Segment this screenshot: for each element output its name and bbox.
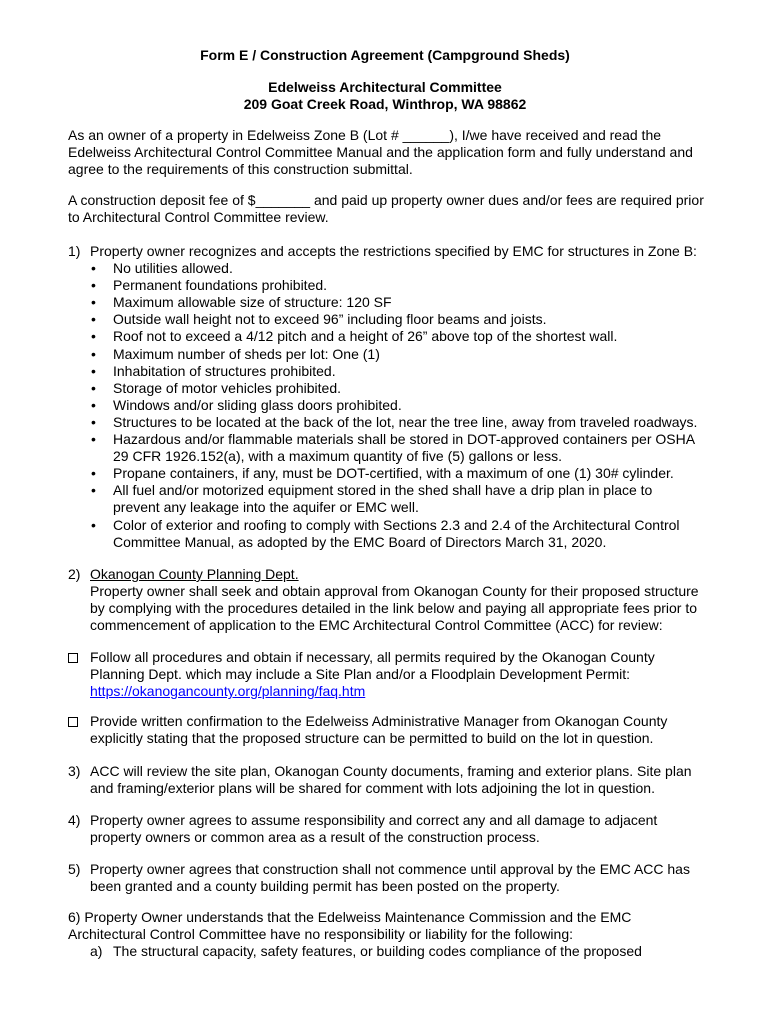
bullet-icon <box>91 397 96 414</box>
link-line <box>90 683 748 700</box>
item-number: 3) <box>68 763 81 779</box>
item-text: Property owner agrees that construction shall not commence until approval by the EMC ACC has <box>90 861 690 877</box>
deposit-paragraph <box>68 192 748 226</box>
bullet-item <box>68 260 748 277</box>
bullet-icon <box>91 277 96 294</box>
intro-line: agree to the requirements of this construction submittal. <box>68 161 413 178</box>
bullet-item <box>68 294 748 311</box>
intro-paragraph <box>68 127 748 178</box>
bullet-text: Propane containers, if any, must be DOT-certified, with a maximum of one (1) 30# cylinder. <box>113 465 674 482</box>
item-number: 6) <box>68 909 81 925</box>
restrictions-section <box>68 243 748 551</box>
bullet-icon <box>91 363 96 380</box>
bullet-text: Maximum allowable size of structure: 120 SF <box>113 294 392 311</box>
bullet-text: Inhabitation of structures prohibited. <box>113 362 336 379</box>
bullet-icon <box>91 260 96 277</box>
bullet-item <box>68 346 748 363</box>
deposit-line: to Architectural Control Committee review. <box>68 209 329 226</box>
checklist-body <box>90 713 748 747</box>
bullet-icon <box>91 482 96 499</box>
bullet-icon <box>91 465 96 482</box>
item-body <box>90 812 748 846</box>
bullet-icon <box>91 294 96 311</box>
deposit-line: A construction deposit fee of $_______ and paid up property owner dues and/or fees are required prior <box>68 192 704 208</box>
bullet-icon <box>91 431 96 448</box>
item-text: Property owner shall seek and obtain approval from Okanogan County for their proposed structure <box>90 583 699 600</box>
bullet-item <box>68 414 748 431</box>
bullet-text: All fuel and/or motorized equipment stored in the shed shall have a drip plan in place to <box>113 482 653 499</box>
checklist-text: Follow all procedures and obtain if necessary, all permits required by the Okanogan County <box>90 649 655 665</box>
form-title: Form E / Construction Agreement (Campground Sheds) <box>200 47 570 63</box>
committee-name: Edelweiss Architectural Committee <box>268 79 502 95</box>
bullet-text: Outside wall height not to exceed 96” including floor beams and joists. <box>113 311 547 328</box>
bullet-text: Color of exterior and roofing to comply with Sections 2.3 and 2.4 of the Architectural Control <box>113 516 680 533</box>
bullet-item <box>68 397 748 414</box>
heading-line <box>90 566 748 583</box>
bullet-text: Hazardous and/or flammable materials shall be stored in DOT-approved containers per OSHA <box>113 431 696 448</box>
item-text: Property owner recognizes and accepts the restrictions specified by EMC for structures in Zone B: <box>90 243 697 259</box>
bullet-item <box>68 328 748 345</box>
item-text: Property owner agrees to assume responsibility and correct any and all damage to adjacent <box>90 812 658 828</box>
checklist-item <box>68 713 748 747</box>
item-body <box>90 861 748 895</box>
bullet-text: 29 CFR 1926.152(a), with a maximum quantity of five (5) gallons or less. <box>113 448 562 465</box>
item-text: Architectural Control Committee have no responsibility or liability for the following: <box>68 926 573 943</box>
bullet-text: Maximum number of sheds per lot: One (1) <box>113 345 380 362</box>
item-number: 5) <box>68 861 81 877</box>
item-text: by complying with the procedures detailed in the link below and paying all appropriate fees prior to <box>90 600 698 617</box>
bullet-item <box>68 363 748 380</box>
bullet-text: Permanent foundations prohibited. <box>113 277 328 294</box>
sub-item <box>68 943 748 960</box>
bullet-icon <box>91 380 96 397</box>
item-first-line <box>68 909 748 926</box>
bullet-icon <box>91 328 96 345</box>
item-number: 4) <box>68 812 81 828</box>
construction-start-section <box>68 861 748 895</box>
item-body <box>90 763 748 797</box>
checklist-text: Provide written confirmation to the Edelweiss Administrative Manager from Okanogan County <box>90 713 668 729</box>
liability-section <box>68 909 748 960</box>
bullet-text: No utilities allowed. <box>113 260 233 277</box>
item-body <box>90 566 748 634</box>
bullet-icon <box>91 414 96 431</box>
item-text: commencement of application to the EMC Architectural Control Committee (ACC) for review: <box>90 617 663 634</box>
bullet-item <box>68 517 748 551</box>
bullet-icon <box>91 311 96 328</box>
bullet-item <box>68 431 748 465</box>
bullet-item <box>68 277 748 294</box>
sub-item-label: a) <box>90 943 103 960</box>
county-planning-section <box>68 566 748 634</box>
checklist-text: explicitly stating that the proposed structure can be permitted to build on the lot in question. <box>90 730 654 747</box>
acc-review-section <box>68 763 748 797</box>
bullet-icon <box>91 517 96 534</box>
damage-responsibility-section <box>68 812 748 846</box>
intro-line: As an owner of a property in Edelweiss Zone B (Lot # ______), I/we have received and read the <box>68 127 662 143</box>
bullet-text: Structures to be located at the back of the lot, near the tree line, away from traveled roadways. <box>113 413 698 430</box>
checklist-item <box>68 649 748 700</box>
bullet-text: Storage of motor vehicles prohibited. <box>113 379 342 396</box>
checkbox-written-confirmation[interactable] <box>68 717 78 727</box>
sub-item-text: The structural capacity, safety features, or building codes compliance of the proposed <box>113 943 642 960</box>
bullet-text: Roof not to exceed a 4/12 pitch and a height of 26” above top of the shortest wall. <box>113 328 618 345</box>
item-text: been granted and a county building permit has been posted on the property. <box>90 878 560 895</box>
bullet-text: prevent any leakage into the aquifer or EMC well. <box>113 499 419 516</box>
bullet-item <box>68 311 748 328</box>
bullet-item <box>68 465 748 482</box>
item-text: property owners or common area as a result of the construction process. <box>90 829 540 846</box>
bullet-item <box>68 482 748 516</box>
section-heading: Okanogan County Planning Dept. <box>90 566 299 582</box>
item-text: and framing/exterior plans will be shared for comment with lots adjoining the lot in question. <box>90 780 655 797</box>
item-text: Property Owner understands that the Edelweiss Maintenance Commission and the EMC <box>84 909 632 925</box>
bullet-text: Committee Manual, as adopted by the EMC Board of Directors March 31, 2020. <box>113 533 607 550</box>
intro-line: Edelweiss Architectural Control Committee Manual and the application form and fully understand and <box>68 144 693 161</box>
checkbox-county-permits[interactable] <box>68 653 78 663</box>
committee-address: 209 Goat Creek Road, Winthrop, WA 98862 <box>243 95 527 112</box>
bullet-icon <box>91 346 96 363</box>
county-faq-link[interactable]: https://okanogancounty.org/planning/faq.htm <box>90 683 366 700</box>
item-number: 2) <box>68 566 81 582</box>
checklist-body <box>90 649 748 700</box>
bullet-text: Windows and/or sliding glass doors prohibited. <box>113 396 402 413</box>
bullet-item <box>68 380 748 397</box>
checklist-text: Planning Dept. which may include a Site Plan and/or a Floodplain Development Permit: <box>90 666 631 683</box>
item-number: 1) <box>68 243 81 259</box>
item-text: ACC will review the site plan, Okanogan County documents, framing and exterior plans. Site plan <box>90 763 692 779</box>
